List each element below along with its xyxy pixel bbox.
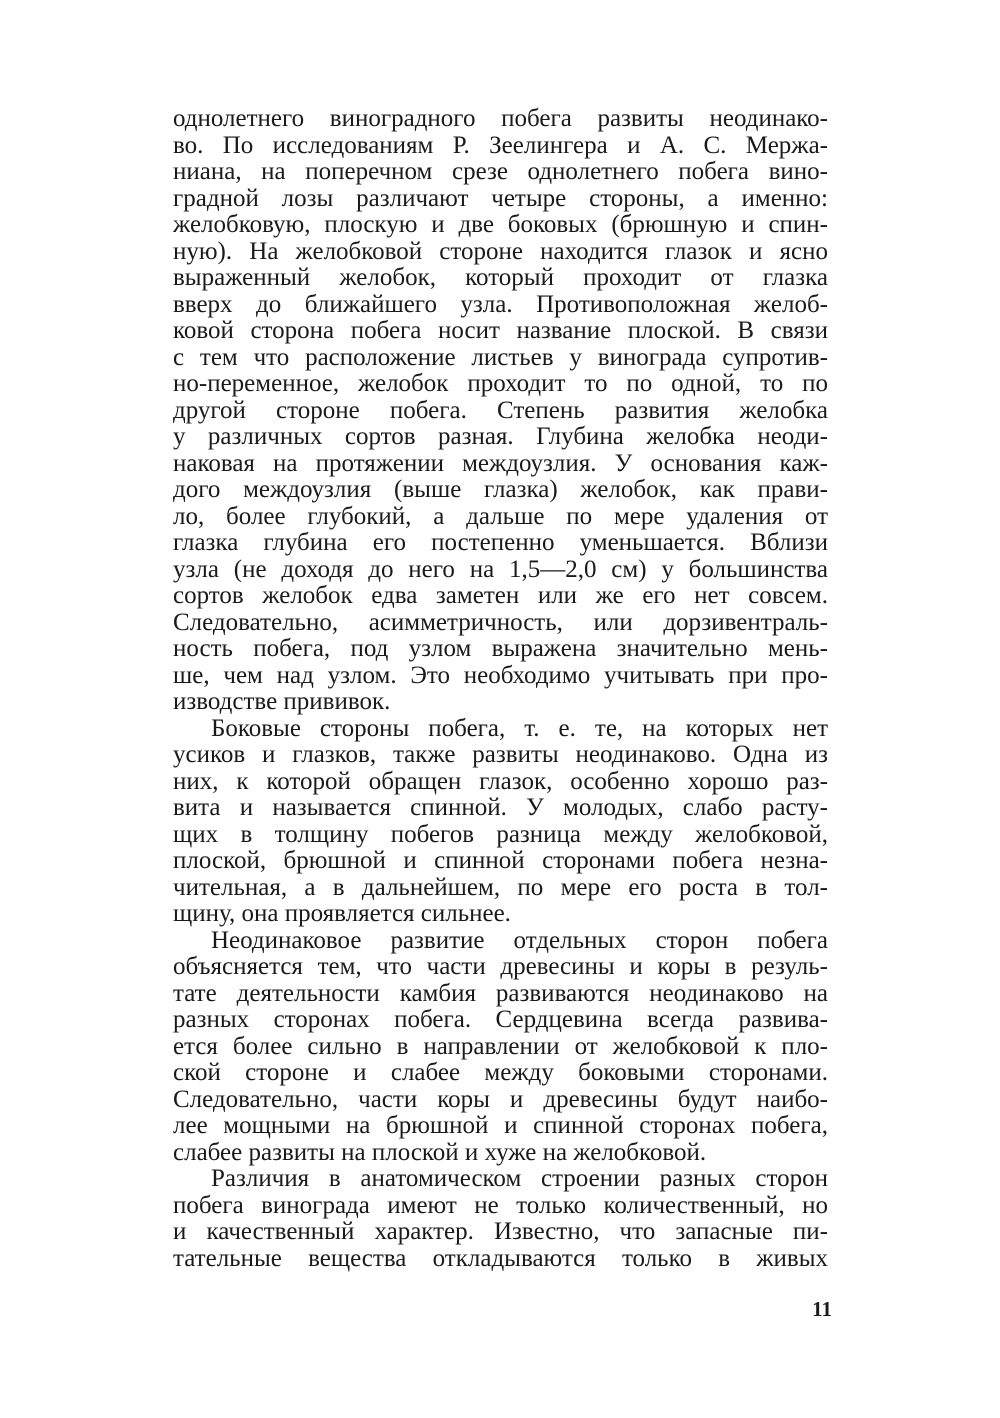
text-line: побега винограда имеют не только количественный, но [173,1191,828,1219]
text-line: ется более сильно в направлении от желобковой к пло- [173,1032,828,1060]
text-line: выраженный желобок, который проходит от глазка [173,264,828,291]
body-text [173,106,828,1272]
text-line: них, к которой обращен глазок, особенно хорошо раз- [173,767,828,795]
text-line: наковая на протяжении междоузлия. У основания каж- [173,449,828,477]
text-line: Следовательно, асимметричность, или дорзивентраль- [173,608,828,636]
text-line: ской стороне и слабее между боковыми сторонами. [173,1059,828,1086]
text-line: ше, чем над узлом. Это необходимо учитывать при про- [173,661,828,689]
text-line: Неодинаковое развитие отдельных сторон побега [211,926,828,954]
text-line: но-переменное, желобок проходит то по одной, то по [173,370,828,397]
text-line: желобковую, плоскую и две боковых (брюшную и спин- [173,211,828,238]
text-line: лее мощными на брюшной и спинной сторонах побега, [173,1112,828,1139]
text-line: у различных сортов разная. Глубина желобка неоди- [173,423,828,450]
text-line: с тем что расположение листьев у винограда супротив- [173,343,828,371]
text-line: градной лозы различают четыре стороны, а именно: [173,184,828,212]
page-number: 11 [812,1297,832,1321]
paragraph-1 [173,106,828,716]
text-line: Следовательно, части коры и древесины будут наибо- [173,1085,828,1113]
text-line: ло, более глубокий, а дальше по мере удаления от [173,502,828,530]
paragraph-4 [173,1166,828,1272]
text-line: ниана, на поперечном срезе однолетнего побега вино- [173,158,828,185]
text-line: тательные вещества откладываются только в живых [173,1244,828,1272]
text-line: узла (не доходя до него на 1,5—2,0 см) у большинства [173,555,828,583]
text-line: ность побега, под узлом выражена значительно мень- [173,635,828,662]
text-line: щих в толщину побегов разница между желобковой, [173,820,828,848]
text-line: вверх до ближайшего узла. Противоположная желоб- [173,290,828,318]
text-line: другой стороне побега. Степень развития желобка [173,396,828,424]
text-line: ную). На желобковой стороне находится глазок и ясно [173,237,828,265]
text-line: однолетнего виноградного побега развиты неодинако- [173,105,828,132]
paragraph-2 [173,716,828,928]
text-line: во. По исследованиям Р. Зеелингера и А. С. Мержа- [173,131,828,159]
text-line: щину, она проявляется сильнее. [173,900,511,927]
paragraph-3 [173,928,828,1167]
text-line: изводстве прививок. [173,688,391,715]
text-line: плоской, брюшной и спинной сторонами побега незна- [173,847,828,874]
text-line: чительная, а в дальнейшем, по мере его роста в тол- [173,873,828,901]
text-line: дого междоузлия (выше глазка) желобок, как прави- [173,476,828,503]
text-line: сортов желобок едва заметен или же его нет совсем. [173,582,828,609]
text-line: тате деятельности камбия развиваются неодинаково на [173,979,828,1007]
text-line: Различия в анатомическом строении разных сторон [211,1165,828,1192]
text-line: усиков и глазков, также развиты неодинаково. Одна из [173,741,828,768]
text-line: разных сторонах побега. Сердцевина всегда развива- [173,1006,828,1033]
text-line: глазка глубина его постепенно уменьшается. Вблизи [173,529,828,556]
text-line: вита и называется спинной. У молодых, слабо расту- [173,794,828,821]
text-line: объясняется тем, что части древесины и коры в резуль- [173,953,828,980]
text-line: ковой сторона побега носит название плоской. В связи [173,317,828,344]
text-line: и качественный характер. Известно, что запасные пи- [173,1218,828,1245]
text-line: Боковые стороны побега, т. е. те, на которых нет [211,714,828,742]
text-line: слабее развиты на плоской и хуже на желобковой. [173,1138,707,1166]
